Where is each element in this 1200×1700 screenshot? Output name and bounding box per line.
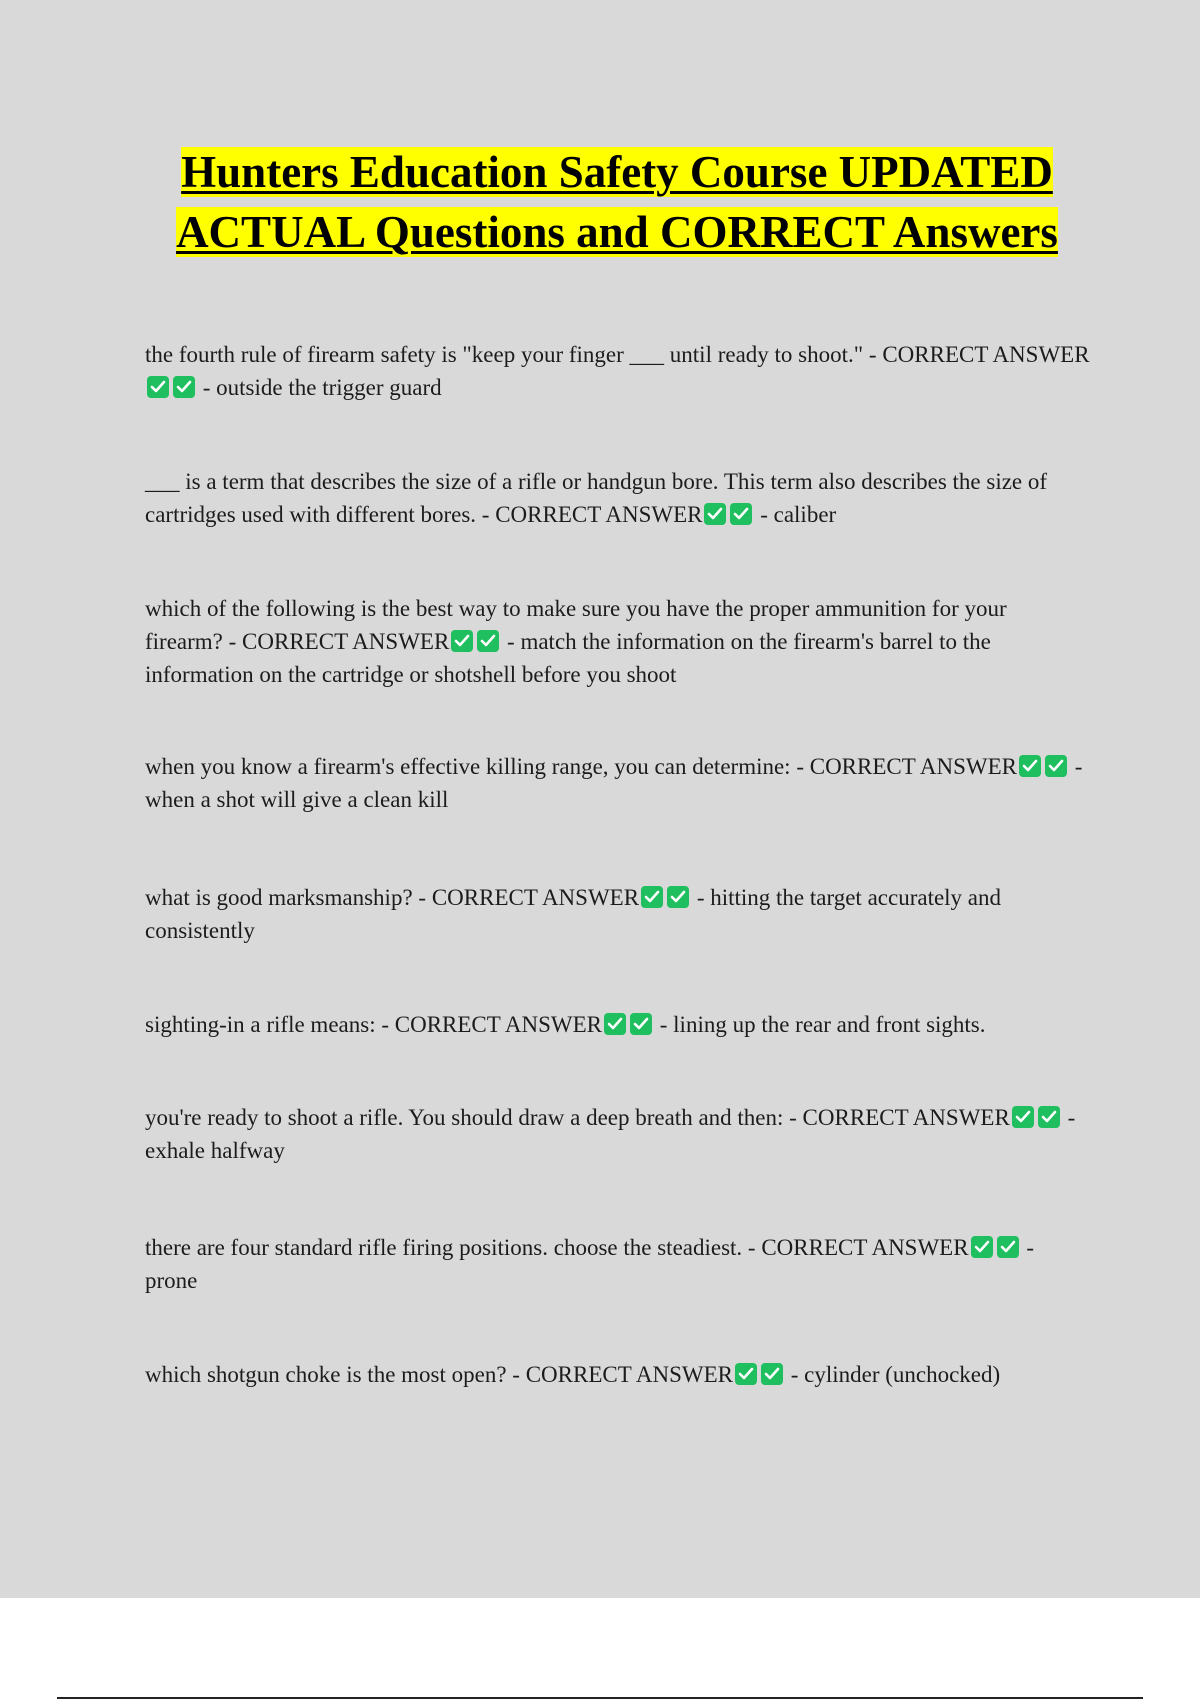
check-mark-icon (761, 1363, 783, 1385)
check-mark-icon (630, 1013, 652, 1035)
document-title (130, 142, 1104, 262)
check-mark-icon (704, 503, 726, 525)
qa-item (145, 1101, 1090, 1167)
qa-question: which of the following is the best way to make sure you have the proper ammunition for your firearm? - CORRECT ANSWER (145, 596, 1007, 654)
qa-question: sighting-in a rifle means: - CORRECT ANSWER (145, 1012, 602, 1037)
check-mark-icon (604, 1013, 626, 1035)
check-mark-icon (1038, 1106, 1060, 1128)
check-mark-icon (667, 886, 689, 908)
check-mark-icon (641, 886, 663, 908)
qa-answer: - hitting the target accurately and consistently (145, 885, 1002, 943)
page-divider (57, 1697, 1143, 1699)
qa-question: you're ready to shoot a rifle. You should draw a deep breath and then: - CORRECT ANSWER (145, 1105, 1010, 1130)
qa-question: there are four standard rifle firing positions. choose the steadiest. - CORRECT ANSWER (145, 1235, 969, 1260)
qa-item (145, 1008, 1090, 1041)
qa-item (145, 881, 1090, 947)
check-mark-icon (147, 376, 169, 398)
qa-item (145, 592, 1090, 691)
check-mark-icon (1019, 755, 1041, 777)
qa-item (145, 1358, 1090, 1391)
qa-item (145, 338, 1090, 404)
qa-question: ___ is a term that describes the size of a rifle or handgun bore. This term also describes the size of cartridges used with different bores. - CORRECT ANSWER (145, 469, 1048, 527)
qa-answer: - prone (145, 1235, 1034, 1293)
check-mark-icon (173, 376, 195, 398)
qa-question: when you know a firearm's effective killing range, you can determine: - CORRECT ANSWER (145, 754, 1017, 779)
qa-answer: - caliber (760, 502, 837, 527)
qa-answer: - when a shot will give a clean kill (145, 754, 1083, 812)
check-mark-icon (477, 630, 499, 652)
check-mark-icon (1045, 755, 1067, 777)
qa-answer: - outside the trigger guard (202, 375, 442, 400)
qa-answer: - exhale halfway (145, 1105, 1076, 1163)
qa-answer: - lining up the rear and front sights. (659, 1012, 986, 1037)
qa-item (145, 750, 1090, 816)
check-mark-icon (997, 1236, 1019, 1258)
qa-question: the fourth rule of firearm safety is "keep your finger ___ until ready to shoot." - CORRECT ANSWER (145, 342, 1090, 367)
qa-item (145, 1231, 1090, 1297)
check-mark-icon (730, 503, 752, 525)
check-mark-icon (1012, 1106, 1034, 1128)
qa-answer: - match the information on the firearm's barrel to the information on the cartridge or shotshell before you shoot (145, 629, 991, 687)
document-title-text: Hunters Education Safety Course UPDATED ACTUAL Questions and CORRECT Answers (176, 147, 1058, 257)
check-mark-icon (971, 1236, 993, 1258)
check-mark-icon (451, 630, 473, 652)
check-mark-icon (735, 1363, 757, 1385)
qa-item (145, 465, 1090, 531)
qa-answer: - cylinder (unchocked) (790, 1362, 1001, 1387)
qa-question: which shotgun choke is the most open? - CORRECT ANSWER (145, 1362, 733, 1387)
qa-question: what is good marksmanship? - CORRECT ANSWER (145, 885, 640, 910)
